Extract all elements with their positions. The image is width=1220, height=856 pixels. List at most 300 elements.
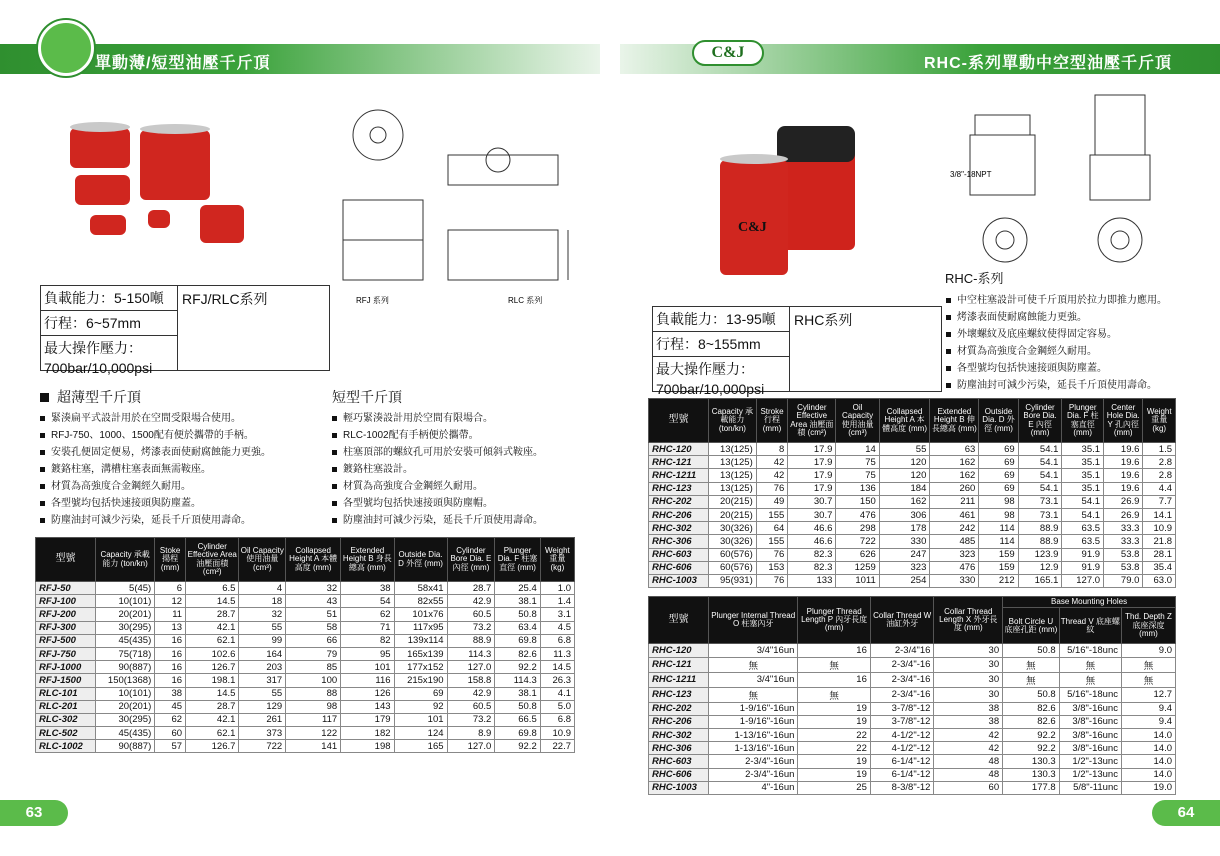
table-cell: 60.5 <box>447 700 495 713</box>
table-cell: 20(201) <box>96 608 155 621</box>
model-cell: RFJ-1500 <box>36 674 96 687</box>
table-cell: 261 <box>239 713 286 726</box>
table-cell: 33.3 <box>1104 522 1143 535</box>
table-cell: 203 <box>239 661 286 674</box>
table-cell: 153 <box>756 561 788 574</box>
table-cell: 139x114 <box>394 634 447 647</box>
model-cell: RFJ-200 <box>36 608 96 621</box>
table-cell: 88 <box>286 687 341 700</box>
table-cell: 82.6 <box>1003 702 1060 715</box>
table-cell: 19.6 <box>1104 443 1143 456</box>
table-cell: 3-7/8"-12 <box>870 715 934 728</box>
table-cell: 306 <box>879 508 930 521</box>
table-cell: 58x41 <box>394 582 447 595</box>
table-cell: 50.8 <box>1003 687 1060 702</box>
table-cell: 73.2 <box>447 713 495 726</box>
table-cell: 177x152 <box>394 661 447 674</box>
left-page-title: 單動薄/短型油壓千斤頂 <box>95 55 271 72</box>
column-header: Thd. Depth Z 底座深度 (mm) <box>1121 608 1175 644</box>
table-cell: 50.8 <box>495 608 540 621</box>
table-cell: 101 <box>341 661 394 674</box>
table-cell: 82 <box>341 634 394 647</box>
table-cell: 42.9 <box>447 595 495 608</box>
table-cell: 179 <box>341 713 394 726</box>
table-row <box>36 595 575 608</box>
table-cell: 16 <box>155 634 186 647</box>
table-cell: 90(887) <box>96 740 155 753</box>
table-cell: 53.8 <box>1104 548 1143 561</box>
model-cell: RHC-123 <box>649 482 709 495</box>
column-header: Plunger Dia. F 柱塞直徑 (mm) <box>495 538 540 582</box>
model-cell: RFJ-50 <box>36 582 96 595</box>
table-cell: 88.9 <box>1018 522 1062 535</box>
table-cell: 13(125) <box>709 456 757 469</box>
table-cell: 14.0 <box>1121 728 1175 741</box>
table-cell: 317 <box>239 674 286 687</box>
feature-item: 外壞螺紋及底座螺紋使得固定容易。 <box>946 326 1218 343</box>
table-cell: 82.6 <box>1003 715 1060 728</box>
model-cell: RHC-1003 <box>649 781 709 794</box>
table-cell: 19 <box>798 755 870 768</box>
table-cell: 4.4 <box>1143 482 1176 495</box>
table-cell: 126 <box>341 687 394 700</box>
table-cell: 69 <box>979 482 1018 495</box>
product-photo-rfj-rlc <box>60 110 260 260</box>
table-cell: 53.8 <box>1104 561 1143 574</box>
table-cell: 73.1 <box>1018 495 1062 508</box>
table-cell: 42 <box>756 469 788 482</box>
table-cell: 11 <box>155 608 186 621</box>
table-cell: 19 <box>798 768 870 781</box>
table-cell: 30(295) <box>96 713 155 726</box>
table-cell: 485 <box>930 535 979 548</box>
table-cell: 1.5 <box>1143 443 1176 456</box>
table-cell: 18 <box>239 595 286 608</box>
table-cell: 90(887) <box>96 661 155 674</box>
table-cell: 10(101) <box>96 595 155 608</box>
table-cell: 60.5 <box>447 608 495 621</box>
table-cell: 76 <box>756 574 788 587</box>
rhc-series-caption: RHC-系列 <box>945 271 1004 286</box>
table-cell: 98 <box>979 495 1018 508</box>
table-cell: 14.0 <box>1121 755 1175 768</box>
table-cell: 162 <box>879 495 930 508</box>
table-cell: 165 <box>394 740 447 753</box>
table-cell: 19.6 <box>1104 469 1143 482</box>
feature-item: 安裝孔便固定便易，烤漆表面使耐腐蝕能力更強。 <box>40 444 330 461</box>
series-label: RFJ/RLC系列 <box>177 286 272 370</box>
feature-item: 材質為高強度合金鋼經久耐用。 <box>332 478 582 495</box>
model-cell: RHC-606 <box>649 561 709 574</box>
column-header: Stoke 揚程 (mm) <box>155 538 186 582</box>
table-cell: 102.6 <box>186 647 239 660</box>
table-cell: 69 <box>979 469 1018 482</box>
model-cell: RFJ-100 <box>36 595 96 608</box>
table-cell: 54 <box>341 595 394 608</box>
table-row <box>649 574 1176 587</box>
table-row <box>649 508 1176 521</box>
model-cell: RFJ-750 <box>36 647 96 660</box>
table-cell: 73.1 <box>1018 508 1062 521</box>
series-label: RHC系列 <box>789 307 856 391</box>
table-row <box>36 608 575 621</box>
table-cell: 79 <box>286 647 341 660</box>
table-cell: 55 <box>239 621 286 634</box>
table-cell: 215x190 <box>394 674 447 687</box>
feature-item: RFJ-750、1000、1500配有便於攜帶的手柄。 <box>40 427 330 444</box>
feature-item: 柱塞頂部的螺紋孔可用於安裝可傾斜式鞍座。 <box>332 444 582 461</box>
table-cell: 62.1 <box>186 727 239 740</box>
table-cell: 82.3 <box>788 548 836 561</box>
table-cell: 5/8"-11unc <box>1059 781 1121 794</box>
mascot-icon <box>38 20 94 76</box>
table-cell: 100 <box>286 674 341 687</box>
column-header: Capacity 承載能力 (ton/kn) <box>96 538 155 582</box>
table-cell: 1.4 <box>540 595 574 608</box>
table-cell: 64 <box>756 522 788 535</box>
column-header: Cylinder Effective Area 油壓面積 (cm²) <box>186 538 239 582</box>
column-header: Collar Thread W 油缸外牙 <box>870 597 934 644</box>
table-cell: 60(576) <box>709 561 757 574</box>
brand-logo: C&J <box>692 40 764 66</box>
table-cell: 133 <box>788 574 836 587</box>
table-cell: 155 <box>756 535 788 548</box>
table-cell: 3-7/8"-12 <box>870 702 934 715</box>
table-cell: 11.3 <box>540 647 574 660</box>
model-cell: RHC-606 <box>649 768 709 781</box>
table-cell: 626 <box>836 548 879 561</box>
table-cell: 30.7 <box>788 508 836 521</box>
table-cell: 45 <box>155 700 186 713</box>
table-cell: 8 <box>756 443 788 456</box>
table-cell: 76 <box>756 482 788 495</box>
feature-item: 防塵油封可減少污染，延長千斤頂使用壽命。 <box>332 512 582 529</box>
table-cell: 164 <box>239 647 286 660</box>
table-cell: 178 <box>879 522 930 535</box>
table-cell: 無 <box>1003 672 1060 687</box>
table-cell: 159 <box>979 548 1018 561</box>
table-cell: 82x55 <box>394 595 447 608</box>
table-cell: 60 <box>155 727 186 740</box>
feature-item: 烤漆表面使耐腐蝕能力更強。 <box>946 309 1218 326</box>
table-cell: 99 <box>239 634 286 647</box>
model-cell: RHC-603 <box>649 755 709 768</box>
table-cell: 184 <box>879 482 930 495</box>
thin-jack-section-title: 超薄型千斤頂 <box>40 387 141 407</box>
table-cell: 19 <box>798 715 870 728</box>
feature-item: 輕巧緊湊設計用於空間有限場合。 <box>332 410 582 427</box>
table-cell: 50.8 <box>1003 644 1060 657</box>
table-cell: 32 <box>239 608 286 621</box>
table-cell: 95 <box>341 647 394 660</box>
column-header: Base Mounting Holes <box>1003 597 1176 608</box>
page-number-left: 63 <box>0 800 68 826</box>
table-cell: 126.7 <box>186 661 239 674</box>
table-cell: 55 <box>239 687 286 700</box>
table-cell: 42.1 <box>186 621 239 634</box>
table-cell: 57 <box>155 740 186 753</box>
table-cell: 6.8 <box>540 634 574 647</box>
model-cell: RLC-502 <box>36 727 96 740</box>
table-cell: 38.1 <box>495 687 540 700</box>
table-row <box>649 495 1176 508</box>
feature-item: 各型號均包括快速接頭與防塵蓋。 <box>946 360 1218 377</box>
table-cell: 22 <box>798 728 870 741</box>
table-cell: 373 <box>239 727 286 740</box>
table-row <box>649 522 1176 535</box>
rlc-series-caption: RLC 系列 <box>508 296 543 305</box>
table-cell: 323 <box>879 561 930 574</box>
table-cell: 3/4"16un <box>709 672 798 687</box>
table-cell: 150(1368) <box>96 674 155 687</box>
table-cell: 323 <box>930 548 979 561</box>
table-cell: 17.9 <box>788 482 836 495</box>
table-cell: 69 <box>394 687 447 700</box>
table-cell: 2-3/4"-16un <box>709 768 798 781</box>
table-cell: 130.3 <box>1003 755 1060 768</box>
table-cell: 79.0 <box>1104 574 1143 587</box>
table-cell: 254 <box>879 574 930 587</box>
table-cell: 3/8"-16unc <box>1059 728 1121 741</box>
table-cell: 127.0 <box>1062 574 1104 587</box>
feature-item: 各型號均包括快速接頭與防塵帽。 <box>332 495 582 512</box>
table-cell: 22.7 <box>540 740 574 753</box>
table-cell: 130.3 <box>1003 768 1060 781</box>
table-cell: 1011 <box>836 574 879 587</box>
column-header: Collapsed Height A 本體高度 (mm) <box>879 399 930 443</box>
table-cell: 92.2 <box>495 740 540 753</box>
column-header: Center Hole Dia. Y 孔內徑 (mm) <box>1104 399 1143 443</box>
table-cell: 30.7 <box>788 495 836 508</box>
table-cell: 42 <box>934 728 1003 741</box>
table-cell: 30 <box>934 657 1003 672</box>
table-cell: 17.9 <box>788 456 836 469</box>
table-cell: 14.5 <box>186 595 239 608</box>
table-cell: 30(326) <box>709 535 757 548</box>
table-cell: 38 <box>934 715 1003 728</box>
short-jack-features <box>332 410 582 529</box>
column-header: Collar Thread Length X 外牙長度 (mm) <box>934 597 1003 644</box>
table-cell: 54.1 <box>1062 495 1104 508</box>
table-row <box>36 727 575 740</box>
table-cell: 12.7 <box>1121 687 1175 702</box>
column-header: 型號 <box>649 399 709 443</box>
table-cell: 14.0 <box>1121 768 1175 781</box>
table-cell: 4 <box>239 582 286 595</box>
model-cell: RHC-1211 <box>649 469 709 482</box>
table-cell: 4-1/2"-12 <box>870 728 934 741</box>
table-cell: 162 <box>930 456 979 469</box>
capacity-spec: 負載能力：5-150噸 <box>41 286 177 311</box>
table-cell: 92.2 <box>1003 728 1060 741</box>
table-cell: 無 <box>1059 657 1121 672</box>
table-cell: 1/2"-13unc <box>1059 755 1121 768</box>
table-cell: 38 <box>341 582 394 595</box>
table-cell: 330 <box>930 574 979 587</box>
table-cell: 75 <box>836 456 879 469</box>
feature-item: 材質為高強度合金鋼經久耐用。 <box>946 343 1218 360</box>
feature-item: 中空柱塞設計可使千斤頂用於拉力即推力應用。 <box>946 292 1218 309</box>
table-cell: 22 <box>798 742 870 755</box>
table-cell: 1-9/16"-16un <box>709 715 798 728</box>
table-cell: 30 <box>934 672 1003 687</box>
table-cell: 1-13/16"-16un <box>709 742 798 755</box>
table-cell: 19.6 <box>1104 482 1143 495</box>
feature-item: 鍍鉻柱塞設計。 <box>332 461 582 478</box>
table-cell: 85 <box>286 661 341 674</box>
feature-item: RLC-1002配有手柄便於攜帶。 <box>332 427 582 444</box>
column-header: Outside Dia. D 外徑 (mm) <box>979 399 1018 443</box>
column-header: Cylinder Bore Dia. E 內徑 (mm) <box>447 538 495 582</box>
table-cell: 13(125) <box>709 469 757 482</box>
table-cell: 9.0 <box>1121 644 1175 657</box>
table-cell: 45(435) <box>96 634 155 647</box>
table-row <box>649 768 1176 781</box>
table-cell: 120 <box>879 469 930 482</box>
table-cell: 1-9/16"-16un <box>709 702 798 715</box>
table-cell: 129 <box>239 700 286 713</box>
table-cell: 30 <box>934 644 1003 657</box>
table-cell: 30(326) <box>709 522 757 535</box>
table-cell: 46.6 <box>788 522 836 535</box>
table-cell: 198 <box>341 740 394 753</box>
table-cell: 9.4 <box>1121 715 1175 728</box>
model-cell: RHC-121 <box>649 657 709 672</box>
table-cell: 4"-16un <box>709 781 798 794</box>
table-cell: 45(435) <box>96 727 155 740</box>
column-header: Extended Height B 伸長總高 (mm) <box>930 399 979 443</box>
table-cell: 2-3/4"-16un <box>709 755 798 768</box>
table-cell: 26.9 <box>1104 508 1143 521</box>
table-cell: 76 <box>756 548 788 561</box>
table-cell: 101 <box>394 713 447 726</box>
table-cell: 1/2"-13unc <box>1059 768 1121 781</box>
table-cell: 117 <box>286 713 341 726</box>
thin-jack-features <box>40 410 330 529</box>
table-cell: 28.7 <box>447 582 495 595</box>
rfj-rlc-spec-table <box>35 537 575 753</box>
table-row <box>649 755 1176 768</box>
table-cell: 155 <box>756 508 788 521</box>
table-cell: 35.1 <box>1062 443 1104 456</box>
table-row <box>36 700 575 713</box>
table-cell: 無 <box>1059 672 1121 687</box>
table-cell: 6 <box>155 582 186 595</box>
table-cell: 6.8 <box>540 713 574 726</box>
table-cell: 25.4 <box>495 582 540 595</box>
table-cell: 60(576) <box>709 548 757 561</box>
model-cell: RHC-123 <box>649 687 709 702</box>
column-header: Weight 重量 (kg) <box>1143 399 1176 443</box>
table-row <box>649 728 1176 741</box>
table-cell: 6.5 <box>186 582 239 595</box>
table-cell: 2-3/4"-16 <box>870 687 934 702</box>
short-jack-section-title: 短型千斤頂 <box>332 389 402 405</box>
table-cell: 6-1/4"-12 <box>870 768 934 781</box>
product-photo-rhc: C&J <box>715 120 865 280</box>
table-cell: 4-1/2"-12 <box>870 742 934 755</box>
table-cell: 26.9 <box>1104 495 1143 508</box>
table-cell: 13(125) <box>709 482 757 495</box>
table-cell: 3/8"-16unc <box>1059 702 1121 715</box>
table-cell: 8.9 <box>447 727 495 740</box>
table-cell: 127.0 <box>447 661 495 674</box>
model-cell: RLC-1002 <box>36 740 96 753</box>
table-cell: 3.1 <box>540 608 574 621</box>
table-cell: 10.9 <box>1143 522 1176 535</box>
table-cell: 330 <box>879 535 930 548</box>
table-cell: 14.0 <box>1121 742 1175 755</box>
table-cell: 25 <box>798 781 870 794</box>
right-page-title: RHC-系列單動中空型油壓千斤頂 <box>924 55 1172 72</box>
table-cell: 20(215) <box>709 508 757 521</box>
table-cell: 242 <box>930 522 979 535</box>
table-cell: 127.0 <box>447 740 495 753</box>
model-cell: RHC-306 <box>649 535 709 548</box>
table-cell: 461 <box>930 508 979 521</box>
feature-item: 各型號均包括快速接頭與防塵蓋。 <box>40 495 330 512</box>
column-header: Plunger Thread Length P 內牙長度 (mm) <box>798 597 870 644</box>
table-cell: 88.9 <box>447 634 495 647</box>
table-cell: 2.8 <box>1143 456 1176 469</box>
table-row <box>649 742 1176 755</box>
feature-item: 防塵油封可減少污染，延長千斤頂使用壽命。 <box>40 512 330 529</box>
table-row <box>36 687 575 700</box>
table-cell: 63.0 <box>1143 574 1176 587</box>
table-cell: 35.4 <box>1143 561 1176 574</box>
model-cell: RHC-202 <box>649 702 709 715</box>
table-cell: 120 <box>879 456 930 469</box>
model-cell: RHC-1211 <box>649 672 709 687</box>
table-cell: 69 <box>979 456 1018 469</box>
table-cell: 62 <box>155 713 186 726</box>
table-cell: 82.6 <box>495 647 540 660</box>
pressure-spec-label: 最大操作壓力： <box>44 340 142 356</box>
table-cell: 2-3/4"-16 <box>870 672 934 687</box>
column-header: 型號 <box>36 538 96 582</box>
column-header: Plunger Dia. F 柱塞直徑 (mm) <box>1062 399 1104 443</box>
table-cell: 46.6 <box>788 535 836 548</box>
column-header: Bolt Circle U 底座孔距 (mm) <box>1003 608 1060 644</box>
table-cell: 69.8 <box>495 634 540 647</box>
table-cell: 16 <box>155 674 186 687</box>
table-cell: 91.9 <box>1062 548 1104 561</box>
table-cell: 55 <box>879 443 930 456</box>
table-cell: 124 <box>394 727 447 740</box>
table-cell: 26.3 <box>540 674 574 687</box>
table-cell: 48 <box>934 768 1003 781</box>
table-cell: 63.4 <box>495 621 540 634</box>
table-cell: 42.1 <box>186 713 239 726</box>
column-header: Thread V 底座螺紋 <box>1059 608 1121 644</box>
feature-item: 鍍鉻柱塞，溝槽柱塞表面無需鞍座。 <box>40 461 330 478</box>
table-cell: 19.6 <box>1104 456 1143 469</box>
right-spec-box <box>652 306 942 397</box>
model-cell: RLC-101 <box>36 687 96 700</box>
table-row <box>649 561 1176 574</box>
table-cell: 114.3 <box>447 647 495 660</box>
table-cell: 28.7 <box>186 608 239 621</box>
rhc-spec-table <box>648 398 1176 588</box>
table-cell: 7.7 <box>1143 495 1176 508</box>
table-cell: 33.3 <box>1104 535 1143 548</box>
table-cell: 38 <box>155 687 186 700</box>
table-cell: 10(101) <box>96 687 155 700</box>
table-row <box>36 740 575 753</box>
table-cell: 2.8 <box>1143 469 1176 482</box>
table-cell: 123.9 <box>1018 548 1062 561</box>
table-cell: 14.5 <box>186 687 239 700</box>
